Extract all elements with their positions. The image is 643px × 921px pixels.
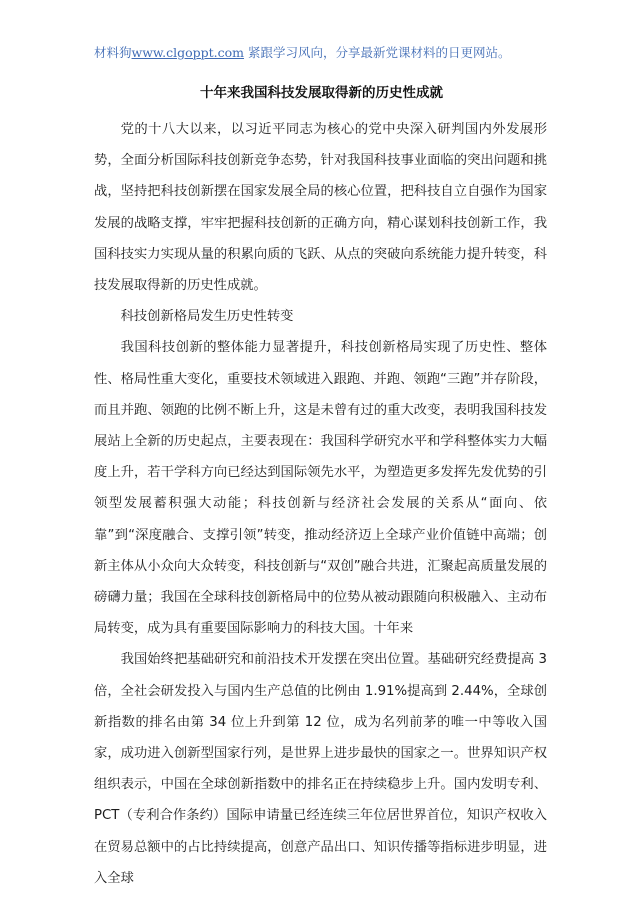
site-tagline: 紧跟学习风向，分享最新党课材料的日更网站。 [244,45,511,60]
document-title: 十年来我国科技发展取得新的历史性成就 [200,85,443,101]
paragraph-basic-research: 我国始终把基础研究和前沿技术开发摆在突出位置。基础研究经费提高 3 倍，全社会研发投入与国内生产总值的比例由 1.91%提高到 2.44%，全球创新指数的排名由第 34 位上升到第 12 位，成为名列前茅的唯一中等收入国家，成功进入创新型国家行列，是世界上进步最快的国家之一。世界知识产权组织表示，中国在全球创新指数中的排名正在持续稳步上升。国内发明专利、PCT（专利合作条约）国际申请量已经连续三年位居世界首位，知识产权收入在贸易总额中的占比持续提高，创意产品出口、知识传播等指标进步明显，进入全球 [94,652,547,886]
document-body [94,114,547,894]
paragraph-innovation-landscape: 我国科技创新的整体能力显著提升，科技创新格局实现了历史性、整体性、格局性重大变化，重要技术领域进入跟跑、并跑、领跑“三跑”并存阶段，而且并跑、领跑的比例不断上升，这是未曾有过的重大改变，表明我国科技发展站上全新的历史起点，主要表现在：我国科学研究水平和学科整体实力大幅度上升，若干学科方向已经达到国际领先水平，为塑造更多发挥先发优势的引领型发展蓄积强大动能；科技创新与经济社会发展的关系从“面向、依靠”到“深度融合、支撑引领”转变，推动经济迈上全球产业价值链中高端；创新主体从小众向大众转变，科技创新与“双创”融合共进，汇聚起高质量发展的磅礴力量；我国在全球科技创新格局中的位势从被动跟随向积极融入、主动布局转变，成为具有重要国际影响力的科技大国。十年来 [94,340,547,637]
paragraph-intro: 党的十八大以来，以习近平同志为核心的党中央深入研判国内外发展形势，全面分析国际科技创新竞争态势，针对我国科技事业面临的突出问题和挑战，坚持把科技创新摆在国家发展全局的核心位置，把科技自立自强作为国家发展的战略支撑，牢牢把握科技创新的正确方向，精心谋划科技创新工作，我国科技实力实现从量的积累向质的飞跃、从点的突破向系统能力提升转变，科技发展取得新的历史性成就。 [94,122,547,294]
site-name: 材料狗 [94,45,132,60]
site-header [94,44,511,62]
site-link[interactable]: www.clgoppt.com [131,45,245,60]
section-heading: 科技创新格局发生历史性转变 [120,309,294,325]
